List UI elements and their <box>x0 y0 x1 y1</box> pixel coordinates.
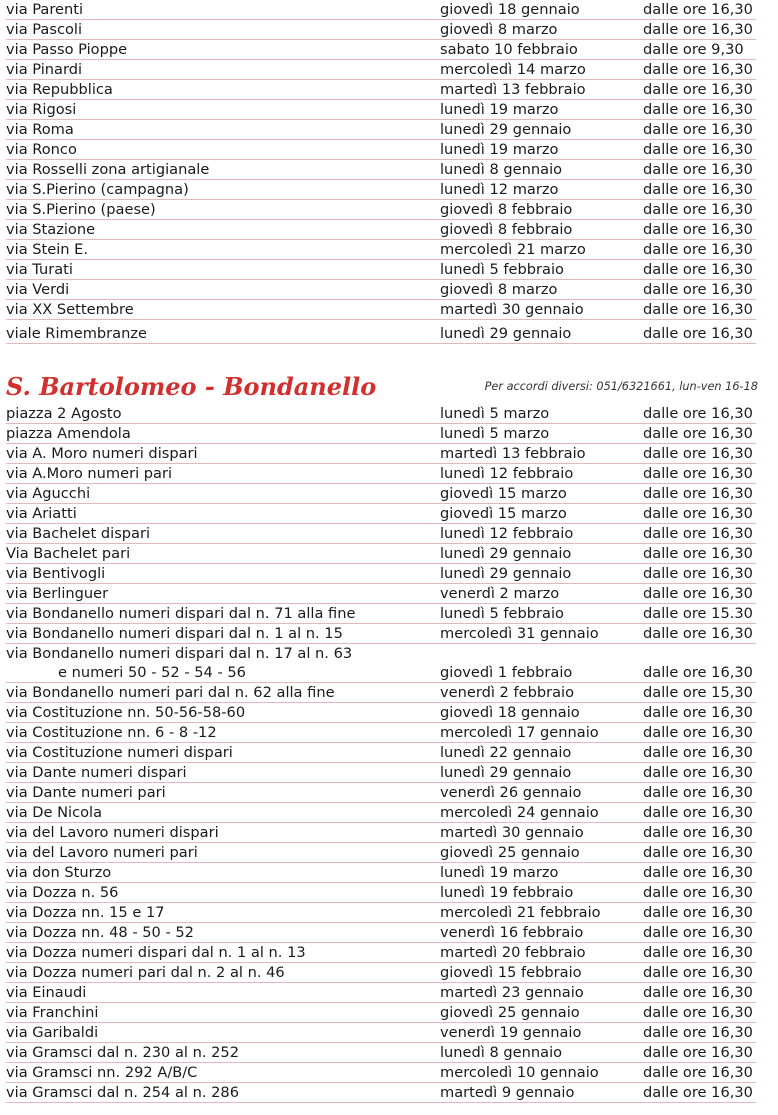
collection-time: dalle ore 16,30 <box>643 61 753 78</box>
collection-date: lunedì 5 marzo <box>440 425 550 442</box>
street-name <box>6 683 440 702</box>
collection-time: dalle ore 16,30 <box>643 81 753 98</box>
schedule-row <box>6 1063 756 1083</box>
collection-time: dalle ore 16,30 <box>643 405 753 422</box>
street-name <box>6 1043 440 1062</box>
collection-time: dalle ore 16,30 <box>643 301 753 318</box>
street-name-text: viale Rimembranze <box>6 325 148 342</box>
schedule-row <box>6 120 756 140</box>
collection-date: lunedì 12 febbraio <box>440 525 574 542</box>
street-name <box>6 300 440 319</box>
schedule-row <box>6 100 756 120</box>
street-name <box>6 40 440 59</box>
street-name-text: via S.Pierino (paese) <box>6 201 156 218</box>
collection-time: dalle ore 16,30 <box>643 445 753 462</box>
schedule-row <box>6 544 756 564</box>
schedule-row <box>6 60 756 80</box>
collection-time: dalle ore 16,30 <box>643 161 753 178</box>
street-name-text: via Costituzione nn. 6 - 8 -12 <box>6 724 217 741</box>
street-name <box>6 120 440 139</box>
street-name-text: via Bentivogli <box>6 565 106 582</box>
schedule-row <box>6 584 756 604</box>
collection-date: lunedì 5 marzo <box>440 405 550 422</box>
collection-time: dalle ore 16,30 <box>643 465 753 482</box>
collection-time: dalle ore 16,30 <box>643 1024 753 1041</box>
collection-date: venerdì 26 gennaio <box>440 784 582 801</box>
schedule-row <box>6 324 756 344</box>
section-header <box>6 368 758 402</box>
collection-time: dalle ore 16,30 <box>643 1084 753 1101</box>
street-name <box>6 484 440 503</box>
collection-date: venerdì 2 febbraio <box>440 684 575 701</box>
collection-time: dalle ore 16,30 <box>643 884 753 901</box>
schedule-row <box>6 823 756 843</box>
collection-date: martedì 20 febbraio <box>440 944 586 961</box>
street-name-text: via Verdi <box>6 281 70 298</box>
collection-time: dalle ore 16,30 <box>643 864 753 881</box>
collection-time: dalle ore 16,30 <box>643 764 753 781</box>
schedule-row <box>6 80 756 100</box>
collection-time: dalle ore 16,30 <box>643 1 753 18</box>
street-name <box>6 963 440 982</box>
street-name-text: via Einaudi <box>6 984 87 1001</box>
street-name <box>6 1023 440 1042</box>
collection-time: dalle ore 16,30 <box>643 964 753 981</box>
street-name-text: via Repubblica <box>6 81 113 98</box>
street-name-text: via Dozza numeri pari dal n. 2 al n. 46 <box>6 964 285 981</box>
schedule-row <box>6 604 756 624</box>
street-name <box>6 464 440 483</box>
street-name <box>6 903 440 922</box>
street-name-text: via Passo Pioppe <box>6 41 128 58</box>
street-name <box>6 743 440 762</box>
street-name <box>6 983 440 1002</box>
street-name-text: via Dante numeri dispari <box>6 764 187 781</box>
street-name <box>6 404 440 423</box>
collection-time: dalle ore 16,30 <box>643 784 753 801</box>
collection-time: dalle ore 16,30 <box>643 664 753 681</box>
street-name-text: via Parenti <box>6 1 84 18</box>
street-name-text: via Roma <box>6 121 74 138</box>
collection-date: lunedì 19 marzo <box>440 141 559 158</box>
street-name-text: via Stein E. <box>6 241 89 258</box>
street-name <box>6 280 440 299</box>
collection-date: lunedì 29 gennaio <box>440 121 572 138</box>
collection-date: giovedì 8 marzo <box>440 281 558 298</box>
street-name <box>6 60 440 79</box>
street-name <box>6 180 440 199</box>
collection-date: lunedì 12 marzo <box>440 181 559 198</box>
schedule-row <box>6 444 756 464</box>
schedule-row <box>6 843 756 863</box>
schedule-row <box>6 624 756 644</box>
collection-date: giovedì 18 gennaio <box>440 704 580 721</box>
collection-date: giovedì 15 marzo <box>440 505 567 522</box>
street-name <box>6 703 440 722</box>
street-name <box>6 1063 440 1082</box>
collection-date: giovedì 8 febbraio <box>440 201 573 218</box>
collection-time: dalle ore 16,30 <box>643 181 753 198</box>
street-name <box>6 80 440 99</box>
street-name-text: via Dozza n. 56 <box>6 884 119 901</box>
collection-time: dalle ore 16,30 <box>643 944 753 961</box>
collection-date: mercoledì 14 marzo <box>440 61 586 78</box>
collection-date: lunedì 29 gennaio <box>440 764 572 781</box>
schedule-row <box>6 743 756 763</box>
street-name-text: via Gramsci nn. 292 A/B/C <box>6 1064 198 1081</box>
street-name <box>6 923 440 942</box>
street-name-text: via Pascoli <box>6 21 83 38</box>
collection-time: dalle ore 16,30 <box>643 261 753 278</box>
street-name <box>6 20 440 39</box>
street-name-text: via A. Moro numeri dispari <box>6 445 198 462</box>
street-name <box>6 544 440 563</box>
schedule-row <box>6 160 756 180</box>
collection-date: mercoledì 31 gennaio <box>440 625 599 642</box>
collection-time: dalle ore 16,30 <box>643 744 753 761</box>
schedule-row <box>6 963 756 983</box>
collection-time: dalle ore 16,30 <box>643 141 753 158</box>
street-name <box>6 0 440 19</box>
collection-time: dalle ore 16,30 <box>643 101 753 118</box>
collection-time: dalle ore 16,30 <box>643 804 753 821</box>
collection-date: giovedì 25 gennaio <box>440 1004 580 1021</box>
street-name-text: via Franchini <box>6 1004 99 1021</box>
collection-time: dalle ore 16,30 <box>643 545 753 562</box>
street-name <box>6 823 440 842</box>
street-name-text: via Dozza nn. 48 - 50 - 52 <box>6 924 194 941</box>
schedule-row <box>6 863 756 883</box>
street-name <box>6 624 440 643</box>
street-name-text: Via Bachelet pari <box>6 545 131 562</box>
street-name-text: via don Sturzo <box>6 864 112 881</box>
street-name-text: via Dante numeri pari <box>6 784 166 801</box>
collection-date: lunedì 29 gennaio <box>440 545 572 562</box>
collection-date: giovedì 15 marzo <box>440 485 567 502</box>
street-name-text: via XX Settembre <box>6 301 134 318</box>
schedule-row <box>6 424 756 444</box>
schedule-row <box>6 180 756 200</box>
collection-time: dalle ore 16,30 <box>643 1044 753 1061</box>
collection-time: dalle ore 16,30 <box>643 325 753 342</box>
schedule-row <box>6 524 756 544</box>
schedule-row <box>6 280 756 300</box>
collection-date: venerdì 19 gennaio <box>440 1024 582 1041</box>
schedule-row <box>6 0 756 20</box>
street-name-text: via Stazione <box>6 221 96 238</box>
street-name <box>6 240 440 259</box>
schedule-row <box>6 240 756 260</box>
collection-time: dalle ore 16,30 <box>643 824 753 841</box>
street-name-continuation: e numeri 50 - 52 - 54 - 56 <box>58 664 246 681</box>
collection-date: lunedì 8 gennaio <box>440 161 563 178</box>
street-name-text: via del Lavoro numeri dispari <box>6 824 219 841</box>
collection-time: dalle ore 16,30 <box>643 425 753 442</box>
street-name <box>6 564 440 583</box>
section-title: S. Bartolomeo - Bondanello <box>6 372 377 401</box>
street-name-text: piazza Amendola <box>6 425 131 442</box>
collection-time: dalle ore 15.30 <box>643 605 753 622</box>
collection-time: dalle ore 16,30 <box>643 984 753 1001</box>
street-name-text: via De Nicola <box>6 804 103 821</box>
schedule-row <box>6 404 756 424</box>
collection-date: lunedì 22 gennaio <box>440 744 572 761</box>
street-name <box>6 943 440 962</box>
collection-date: martedì 30 gennaio <box>440 301 584 318</box>
street-name <box>6 100 440 119</box>
street-name <box>6 200 440 219</box>
street-name <box>6 644 440 682</box>
collection-date: martedì 9 gennaio <box>440 1084 575 1101</box>
street-name <box>6 220 440 239</box>
collection-date: mercoledì 17 gennaio <box>440 724 599 741</box>
schedule-row <box>6 723 756 743</box>
street-name <box>6 160 440 179</box>
street-name <box>6 763 440 782</box>
street-name-text: via Dozza numeri dispari dal n. 1 al n. 13 <box>6 944 306 961</box>
collection-time: dalle ore 16,30 <box>643 21 753 38</box>
schedule-row <box>6 464 756 484</box>
street-name <box>6 524 440 543</box>
collection-date: lunedì 5 febbraio <box>440 261 564 278</box>
schedule-row <box>6 883 756 903</box>
collection-date: lunedì 19 marzo <box>440 101 559 118</box>
collection-time: dalle ore 16,30 <box>643 241 753 258</box>
collection-time: dalle ore 16,30 <box>643 904 753 921</box>
street-name <box>6 424 440 443</box>
collection-time: dalle ore 16,30 <box>643 281 753 298</box>
collection-date: lunedì 29 gennaio <box>440 325 572 342</box>
street-name-text: via Bondanello numeri dispari dal n. 17 al n. 63 <box>6 645 353 662</box>
collection-time: dalle ore 16,30 <box>643 585 753 602</box>
schedule-row <box>6 20 756 40</box>
street-name <box>6 803 440 822</box>
street-name <box>6 584 440 603</box>
street-name-text: via Bondanello numeri dispari dal n. 1 al n. 15 <box>6 625 343 642</box>
schedule-row <box>6 943 756 963</box>
schedule-row <box>6 300 756 320</box>
collection-date: mercoledì 21 marzo <box>440 241 586 258</box>
schedule-row <box>6 484 756 504</box>
street-name-text: via Costituzione nn. 50-56-58-60 <box>6 704 246 721</box>
street-name-text: via Gramsci dal n. 230 al n. 252 <box>6 1044 240 1061</box>
collection-time: dalle ore 16,30 <box>643 221 753 238</box>
street-name <box>6 604 440 623</box>
street-name-text: piazza 2 Agosto <box>6 405 122 422</box>
street-name-text: via Ronco <box>6 141 77 158</box>
collection-time: dalle ore 16,30 <box>643 704 753 721</box>
schedule-row <box>6 783 756 803</box>
collection-time: dalle ore 16,30 <box>643 201 753 218</box>
street-name-text: via del Lavoro numeri pari <box>6 844 198 861</box>
collection-time: dalle ore 16,30 <box>643 525 753 542</box>
street-name-text: via S.Pierino (campagna) <box>6 181 189 198</box>
schedule-row <box>6 1083 756 1103</box>
street-name-text: via Turati <box>6 261 73 278</box>
schedule-row <box>6 983 756 1003</box>
schedule-row <box>6 644 756 683</box>
schedule-row <box>6 703 756 723</box>
street-name <box>6 324 440 343</box>
street-name-text: via Costituzione numeri dispari <box>6 744 233 761</box>
collection-time: dalle ore 16,30 <box>643 505 753 522</box>
collection-date: giovedì 25 gennaio <box>440 844 580 861</box>
collection-date: venerdì 16 febbraio <box>440 924 584 941</box>
collection-time: dalle ore 16,30 <box>643 844 753 861</box>
bartolomeo-street-list <box>6 404 756 1103</box>
collection-time: dalle ore 9,30 <box>643 41 744 58</box>
street-name <box>6 140 440 159</box>
street-name <box>6 444 440 463</box>
schedule-row <box>6 1003 756 1023</box>
collection-date: martedì 13 febbraio <box>440 81 586 98</box>
street-name-text: via A.Moro numeri pari <box>6 465 173 482</box>
schedule-row <box>6 140 756 160</box>
collection-date: giovedì 1 febbraio <box>440 664 573 681</box>
street-name <box>6 783 440 802</box>
street-name-text: via Pinardi <box>6 61 83 78</box>
collection-date: lunedì 12 febbraio <box>440 465 574 482</box>
street-name-text: via Dozza nn. 15 e 17 <box>6 904 165 921</box>
collection-date: giovedì 8 febbraio <box>440 221 573 238</box>
collection-date: lunedì 8 gennaio <box>440 1044 563 1061</box>
collection-date: mercoledì 21 febbraio <box>440 904 601 921</box>
collection-date: lunedì 19 febbraio <box>440 884 574 901</box>
street-name <box>6 843 440 862</box>
street-name <box>6 504 440 523</box>
street-name-text: via Gramsci dal n. 254 al n. 286 <box>6 1084 240 1101</box>
collection-date: lunedì 19 marzo <box>440 864 559 881</box>
collection-date: venerdì 2 marzo <box>440 585 560 602</box>
collection-date: lunedì 5 febbraio <box>440 605 564 622</box>
collection-date: giovedì 18 gennaio <box>440 1 580 18</box>
schedule-row <box>6 803 756 823</box>
schedule-row <box>6 220 756 240</box>
collection-date: mercoledì 24 gennaio <box>440 804 599 821</box>
collection-time: dalle ore 16,30 <box>643 1064 753 1081</box>
street-name-text: via Agucchi <box>6 485 91 502</box>
collection-date: giovedì 15 febbraio <box>440 964 582 981</box>
collection-time: dalle ore 16,30 <box>643 565 753 582</box>
collection-time: dalle ore 15,30 <box>643 684 753 701</box>
collection-time: dalle ore 16,30 <box>643 485 753 502</box>
street-name <box>6 883 440 902</box>
schedule-row <box>6 200 756 220</box>
collection-date: sabato 10 febbraio <box>440 41 578 58</box>
street-name-text: via Berlinguer <box>6 585 109 602</box>
street-name-text: via Rosselli zona artigianale <box>6 161 210 178</box>
street-name <box>6 260 440 279</box>
schedule-row <box>6 683 756 703</box>
street-name-text: via Rigosi <box>6 101 77 118</box>
schedule-row <box>6 564 756 584</box>
street-name <box>6 863 440 882</box>
schedule-row <box>6 763 756 783</box>
street-name <box>6 1003 440 1022</box>
section-contact-note: Per accordi diversi: 051/6321661, lun-ven 16-18 <box>484 380 758 393</box>
collection-time: dalle ore 16,30 <box>643 1004 753 1021</box>
schedule-row <box>6 260 756 280</box>
collection-date: martedì 13 febbraio <box>440 445 586 462</box>
collection-date: lunedì 29 gennaio <box>440 565 572 582</box>
collection-date: martedì 23 gennaio <box>440 984 584 1001</box>
street-name-text: via Bachelet dispari <box>6 525 151 542</box>
collection-time: dalle ore 16,30 <box>643 924 753 941</box>
street-name <box>6 723 440 742</box>
collection-date: giovedì 8 marzo <box>440 21 558 38</box>
collection-date: martedì 30 gennaio <box>440 824 584 841</box>
street-name-text: via Bondanello numeri dispari dal n. 71 alla fine <box>6 605 356 622</box>
schedule-row <box>6 1023 756 1043</box>
schedule-row <box>6 504 756 524</box>
street-name-text: via Bondanello numeri pari dal n. 62 alla fine <box>6 684 335 701</box>
schedule-row <box>6 903 756 923</box>
street-name <box>6 1083 440 1102</box>
schedule-row <box>6 923 756 943</box>
collection-time: dalle ore 16,30 <box>643 724 753 741</box>
street-name-text: via Garibaldi <box>6 1024 99 1041</box>
collection-date: mercoledì 10 gennaio <box>440 1064 599 1081</box>
schedule-row <box>6 40 756 60</box>
top-street-list <box>6 0 756 344</box>
schedule-row <box>6 1043 756 1063</box>
collection-time: dalle ore 16,30 <box>643 121 753 138</box>
collection-time: dalle ore 16,30 <box>643 625 753 642</box>
street-name-text: via Ariatti <box>6 505 77 522</box>
